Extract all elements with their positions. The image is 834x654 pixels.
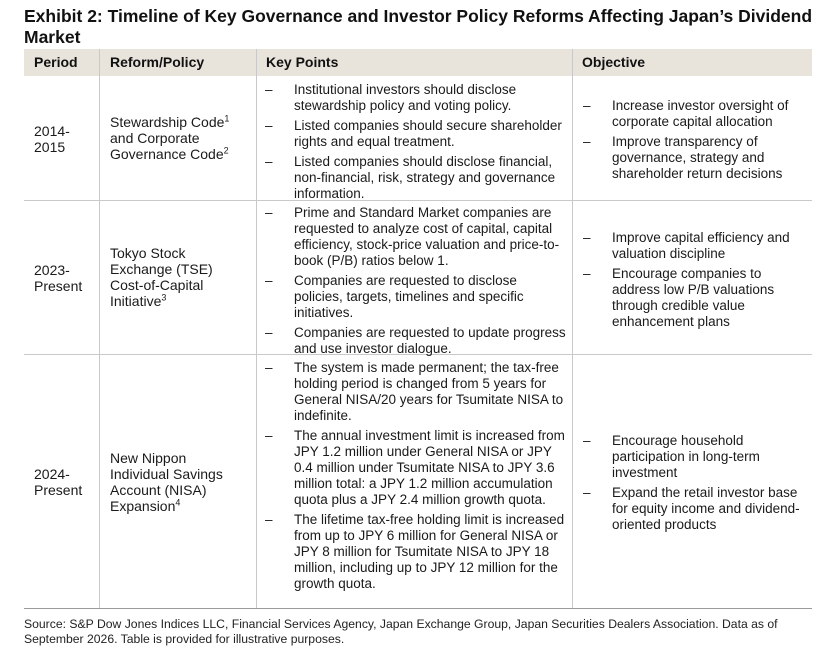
reform-text: Stewardship Code [110,114,225,130]
reform-text: Initiative [110,293,162,309]
dash-marker: – [265,360,273,375]
bullet-item: – Improve capital efficiency and valuation discipline [583,230,790,261]
reform-text: Expansion [110,498,176,514]
footnote-ref: 2 [223,145,229,156]
row3-key-points [265,360,567,596]
dash-marker: – [583,485,591,500]
bullet-item: – Listed companies should disclose financial, non-financial, risk, strategy and governance information. [265,154,556,201]
reform-text: Account (NISA) [110,482,207,498]
dash-marker: – [583,134,591,149]
bullet-item: – Increase investor oversight of corporate capital allocation [583,98,789,129]
period-line: Present [34,278,83,294]
footnote-ref: 4 [175,497,181,508]
row3-reform [110,450,255,514]
row2-key-points [265,205,567,361]
row1-reform [110,114,250,162]
dash-marker: – [265,118,273,133]
source-footnote: Source: S&P Dow Jones Indices LLC, Financial Services Agency, Japan Exchange Group, Japan Securities Dealers Association. Data as of September 2026. Table is provided for illustrative purposes. [24,617,778,646]
dash-marker: – [265,273,273,288]
row2-period [34,262,82,294]
column-divider [572,49,573,609]
period-line: Present [34,482,83,498]
dash-marker: – [265,154,273,169]
column-divider [256,49,257,609]
dash-marker: – [265,82,273,97]
dash-marker: – [583,266,591,281]
reform-text: Exchange (TSE) [110,261,213,277]
bullet-item: – Encourage companies to address low P/B valuations through credible value enhancement plans [583,266,775,329]
row2-objectives [583,230,808,334]
header-key-points: Key Points [266,54,339,70]
bullet-item: – The system is made permanent; the tax-free holding period is changed from 5 years for General NISA/20 years for Tsumitate NISA to indefinite. [265,360,564,423]
table-bottom-rule [24,608,812,609]
reform-text: Individual Savings [110,466,223,482]
bullet-item: – Prime and Standard Market companies are requested to analyze cost of capital, capital efficiency, stock-price valuation and price-to-book (P/B) ratios below 1. [265,205,560,268]
reform-text: Tokyo Stock [110,245,186,261]
dash-marker: – [583,98,591,113]
row1-period [34,123,70,155]
exhibit-title: Exhibit 2: Timeline of Key Governance and Investor Policy Reforms Affecting Japan’s Dividend Market [24,6,813,47]
footnote-ref: 3 [161,292,167,303]
dash-marker: – [265,205,273,220]
bullet-item: – Companies are requested to disclose policies, targets, timelines and specific initiatives. [265,273,524,320]
header-objective: Objective [582,54,646,70]
bullet-item: – Institutional investors should disclose stewardship policy and voting policy. [265,82,517,113]
bullet-item: – Encourage household participation in long-term investment [583,433,760,480]
bullet-item: – The lifetime tax-free holding limit is increased from up to JPY 6 million for General NISA or JPY 8 million for Tsumitate NISA to JPY 18 million, including up to JPY 12 million for the growth quota. [265,512,565,591]
column-divider [99,49,100,609]
bullet-item: – Improve transparency of governance, strategy and shareholder return decisions [583,134,783,181]
period-line: 2015 [34,139,66,155]
dash-marker: – [265,512,273,527]
bullet-item: – The annual investment limit is increased from JPY 1.2 million under General NISA or JPY 0.4 million under Tsumitate NISA to JPY 3.6 million total: a JPY 1.2 million accumulation quota plus a JPY 2.4 million growth quota. [265,428,565,507]
row2-reform [110,245,250,309]
bullet-item: – Listed companies should secure shareholder rights and equal treatment. [265,118,562,149]
header-reform: Reform/Policy [110,54,205,70]
period-line: 2014- [34,123,70,139]
dash-marker: – [583,433,591,448]
reform-text: Cost-of-Capital [110,277,204,293]
period-line: 2024- [34,466,70,482]
row1-objectives [583,98,808,186]
bullet-item: – Companies are requested to update progress and use investor dialogue. [265,325,566,356]
reform-text: New Nippon [110,450,187,466]
header-period: Period [34,54,78,70]
footnote-ref: 1 [224,113,230,124]
reform-text: and Corporate [110,130,200,146]
row3-objectives [583,433,808,537]
dash-marker: – [265,428,273,443]
dash-marker: – [583,230,591,245]
row1-key-points [265,82,567,206]
bullet-item: – Expand the retail investor base for equity income and dividend-oriented products [583,485,800,532]
period-line: 2023- [34,262,70,278]
reform-text: Governance Code [110,146,224,162]
row3-period [34,466,82,498]
dash-marker: – [265,325,273,340]
